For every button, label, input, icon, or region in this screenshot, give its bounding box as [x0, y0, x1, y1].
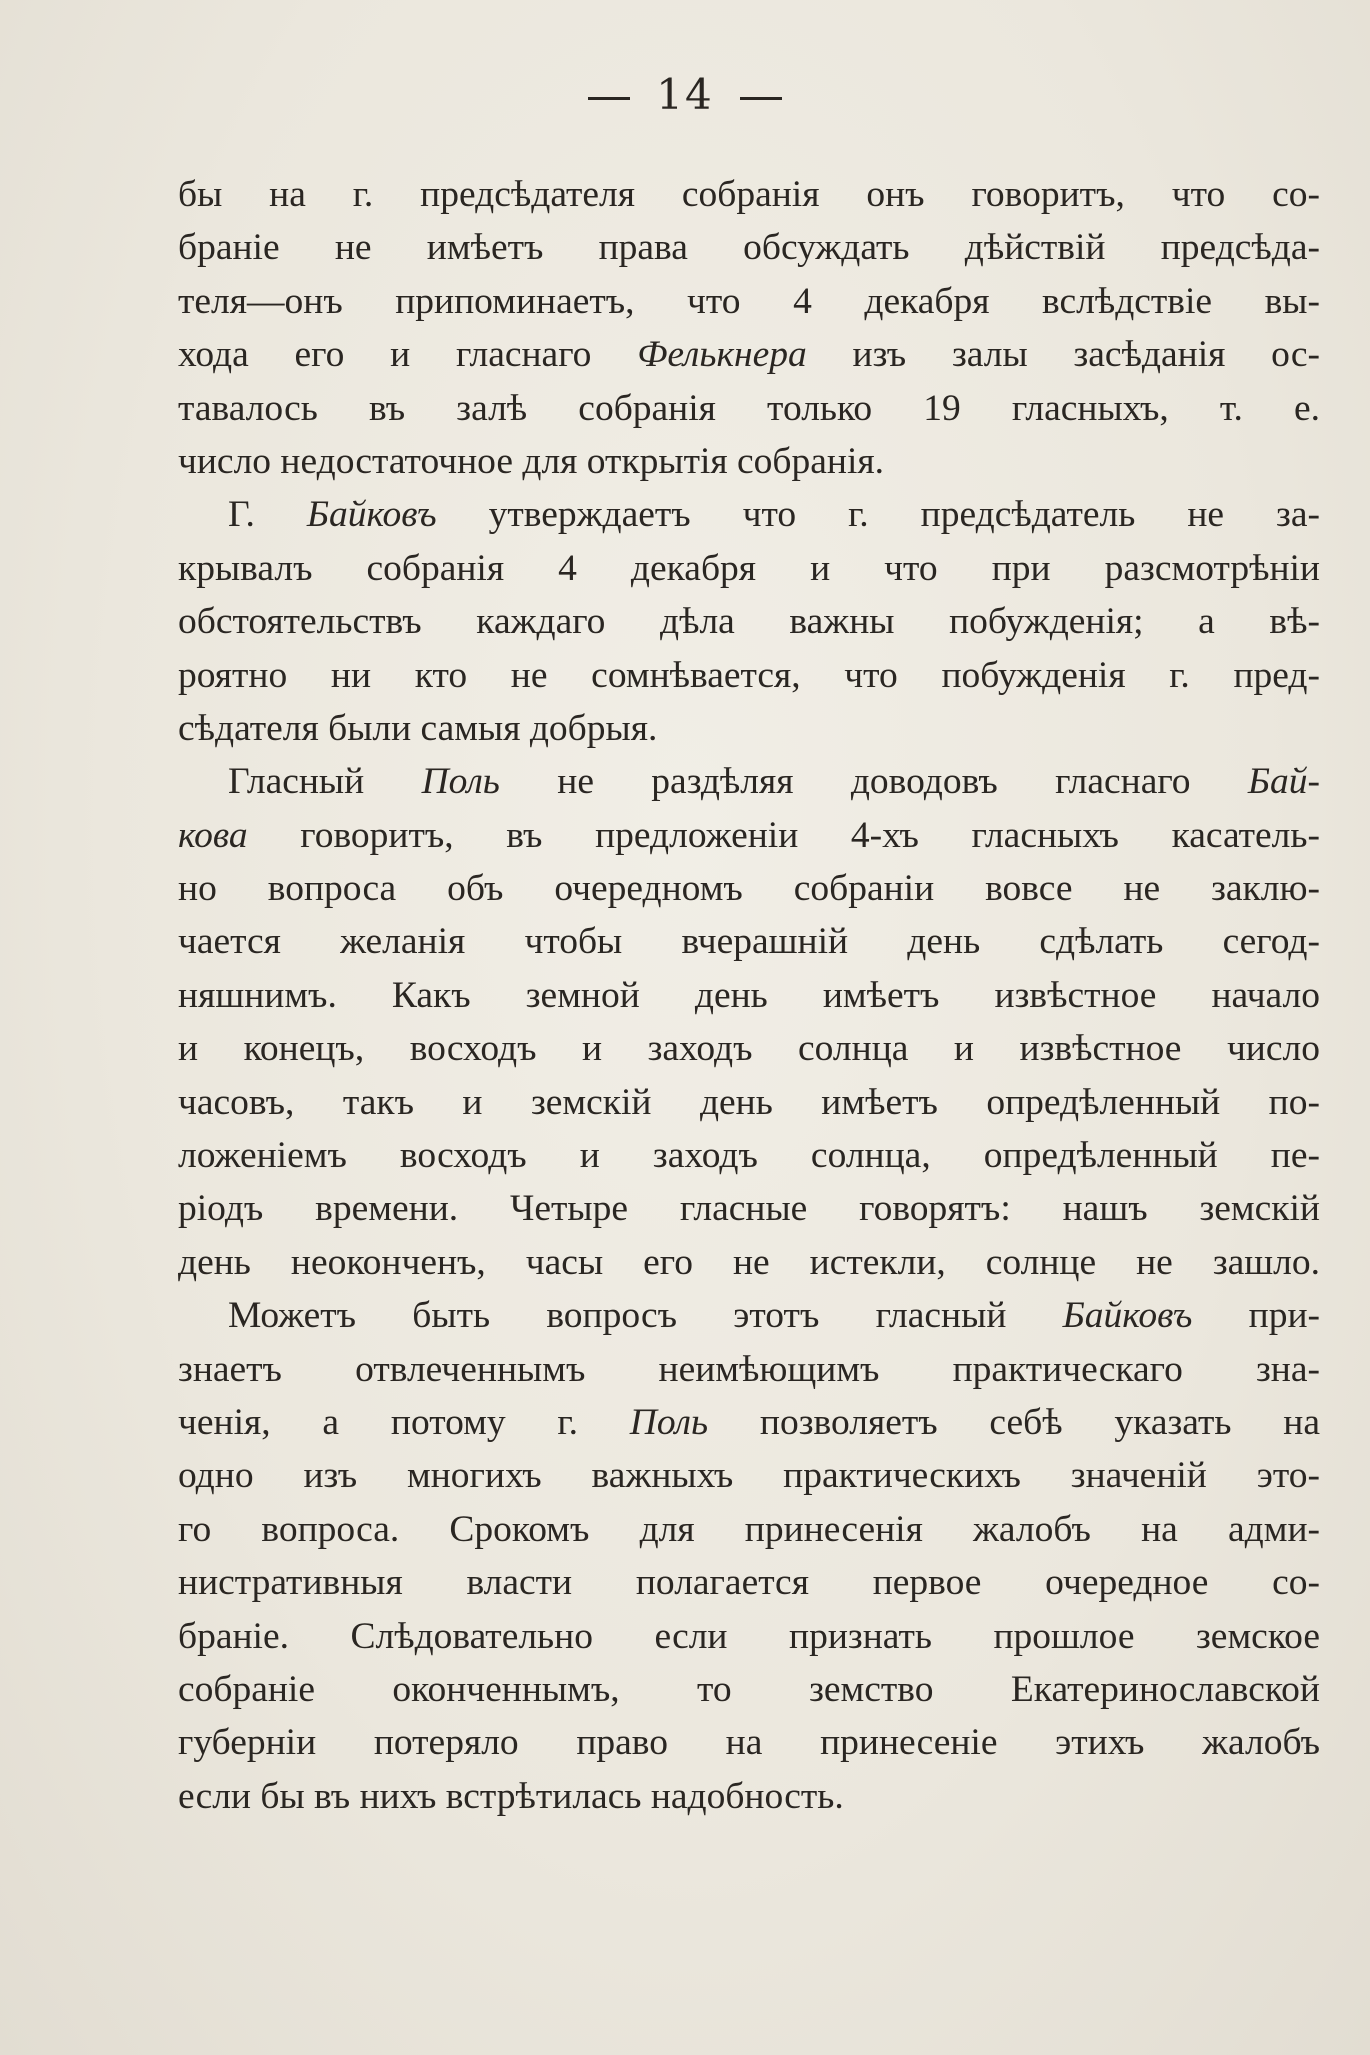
text-span: часовъ, такъ и земскій день имѣетъ опредѣленный по- [178, 1081, 1320, 1123]
text-span: губерніи потеряло право на принесеніе этихъ жалобъ [178, 1722, 1320, 1764]
text-line [178, 915, 1320, 968]
text-span: Г. [228, 494, 307, 536]
text-line [178, 755, 1320, 808]
body-text [178, 168, 1320, 1823]
text-line [178, 1129, 1320, 1182]
text-span: Можетъ быть вопросъ этотъ гласный [228, 1295, 1063, 1337]
text-line [178, 1503, 1320, 1556]
text-span: хода его и гласнаго [178, 334, 638, 376]
text-span: браніе не имѣетъ права обсуждать дѣйствій предсѣда- [178, 227, 1320, 269]
text-span: но вопроса объ очередномъ собраніи вовсе не заклю- [178, 868, 1320, 910]
text-line [178, 1076, 1320, 1129]
text-line [178, 488, 1320, 541]
text-span: няшнимъ. Какъ земной день имѣетъ извѣстное начало [178, 974, 1320, 1016]
text-line [178, 862, 1320, 915]
text-line [178, 1343, 1320, 1396]
text-span: говоритъ, въ предложеніи 4-хъ гласныхъ касатель- [247, 814, 1320, 856]
text-span: число недостаточное для открытія собранія. [178, 440, 885, 482]
text-span: позволяетъ себѣ указать на [708, 1401, 1320, 1443]
text-span: бы на г. предсѣдателя собранія онъ говоритъ, что со- [178, 174, 1320, 215]
text-span: при- [1192, 1295, 1320, 1337]
text-line [178, 1289, 1320, 1342]
text-line [178, 969, 1320, 1022]
text-line [178, 542, 1320, 595]
text-span: ложеніемъ восходъ и заходъ солнца, опредѣленный пе- [178, 1135, 1320, 1177]
italic-name: Поль [421, 761, 500, 803]
text-line [178, 435, 1320, 488]
text-line [178, 328, 1320, 381]
text-span: одно изъ многихъ важныхъ практическихъ значеній это- [178, 1455, 1320, 1497]
text-line [178, 809, 1320, 862]
italic-name: кова [178, 814, 248, 856]
text-line [178, 1236, 1320, 1289]
text-line [178, 649, 1320, 702]
text-span: го вопроса. Срокомъ для принесенія жалобъ на адми- [178, 1508, 1320, 1550]
text-line [178, 275, 1320, 328]
text-line [178, 1770, 1320, 1823]
text-span: день неоконченъ, часы его не истекли, солнце не зашло. [178, 1241, 1320, 1283]
italic-name: Байковъ [1062, 1295, 1193, 1337]
text-span: чается желанія чтобы вчерашній день сдѣлать сегод- [178, 921, 1320, 963]
text-line [178, 1610, 1320, 1663]
italic-name: Бай- [1247, 761, 1320, 803]
text-span: и конецъ, восходъ и заходъ солнца и извѣстное число [178, 1028, 1320, 1070]
left-dash [588, 97, 630, 100]
text-span: Гласный [228, 761, 422, 803]
page-number-value: 14 [656, 70, 714, 119]
text-span: изъ залы засѣданія ос- [806, 334, 1320, 376]
text-line [178, 1663, 1320, 1716]
text-line [178, 1556, 1320, 1609]
page-number [0, 70, 1370, 119]
text-line [178, 168, 1320, 221]
text-span: если бы въ нихъ встрѣтилась надобность. [178, 1775, 844, 1817]
text-line [178, 1716, 1320, 1769]
right-dash [740, 97, 782, 100]
text-span: роятно ни кто не сомнѣвается, что побужденія г. пред- [178, 654, 1320, 696]
text-span: крывалъ собранія 4 декабря и что при разсмотрѣніи [178, 547, 1320, 589]
text-span: теля—онъ припоминаетъ, что 4 декабря вслѣдствіе вы- [178, 280, 1320, 322]
text-line [178, 1396, 1320, 1449]
italic-name: Фелькнера [637, 334, 807, 376]
text-span: тавалось въ залѣ собранія только 19 гласныхъ, т. е. [178, 387, 1320, 429]
text-span: ченія, а потому г. [178, 1401, 630, 1443]
text-span: знаетъ отвлеченнымъ неимѣющимъ практическаго зна- [178, 1348, 1320, 1390]
text-span: собраніе оконченнымъ, то земство Екатеринославской [178, 1668, 1320, 1710]
text-line [178, 382, 1320, 435]
italic-name: Поль [629, 1401, 709, 1443]
text-span: браніе. Слѣдовательно если признать прошлое земское [178, 1615, 1320, 1657]
text-span: нистративныя власти полагается первое очередное со- [178, 1562, 1320, 1604]
text-line [178, 1022, 1320, 1075]
text-span: утверждаетъ что г. предсѣдатель не за- [436, 494, 1320, 536]
text-span: ріодъ времени. Четыре гласные говорятъ: нашъ земскій [178, 1188, 1320, 1230]
text-line [178, 1182, 1320, 1235]
text-line [178, 595, 1320, 648]
text-line [178, 1449, 1320, 1502]
text-span: сѣдателя были самыя добрыя. [178, 707, 658, 749]
text-line [178, 221, 1320, 274]
text-span: не раздѣляя доводовъ гласнаго [499, 761, 1248, 803]
italic-name: Байковъ [306, 494, 437, 536]
text-line [178, 702, 1320, 755]
text-span: обстоятельствъ каждаго дѣла важны побужденія; а вѣ- [178, 601, 1320, 643]
